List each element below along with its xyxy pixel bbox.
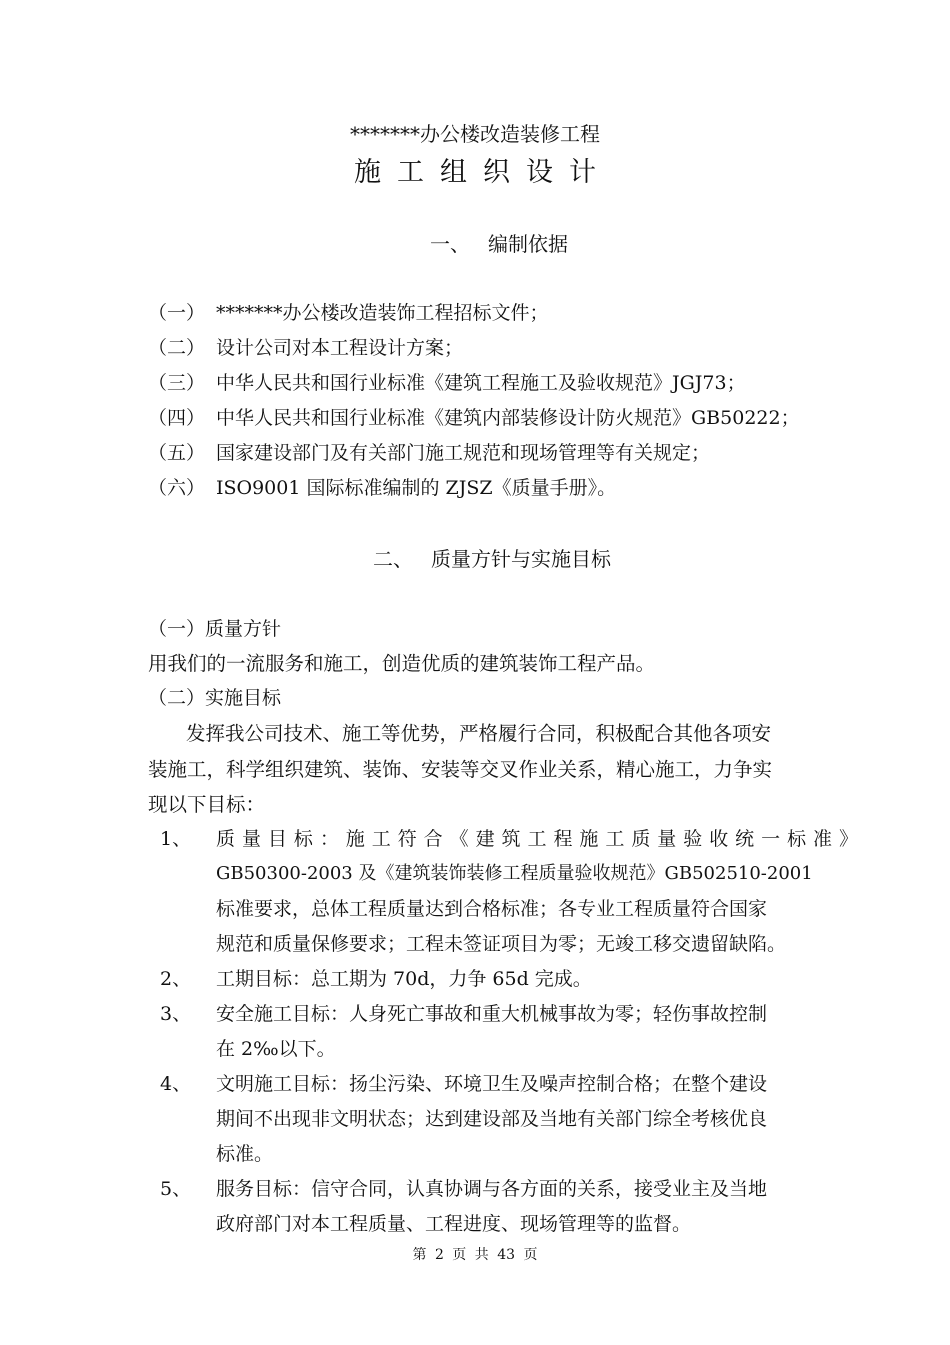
goal-line: 标准。 [216,1143,274,1165]
goal-line: 标准要求，总体工程质量达到合格标准；各专业工程质量符合国家 [216,898,768,920]
basis-item [148,333,463,360]
basis-item-text: 设计公司对本工程设计方案； [216,337,464,359]
intro-line: 现以下目标： [148,793,266,816]
basis-item-text: ISO9001 国际标准编制的 ZJSZ《质量手册》。 [216,477,617,499]
goal-line: 文明施工目标：扬尘污染、环境卫生及噪声控制合格；在整个建设 [216,1073,768,1095]
basis-item-prefix: （一） [148,302,206,324]
intro-line: 发挥我公司技术、施工等优势，严格履行合同，积极配合其他各项安 [186,722,772,745]
section-heading-quality [373,543,611,572]
section-number: 二、 [373,547,413,571]
goal-line: 期间不出现非文明状态；达到建设部及当地有关部门综全考核优良 [216,1108,768,1130]
basis-item [148,403,800,430]
goal-line: 服务目标：信守合同，认真协调与各方面的关系，接受业主及当地 [216,1178,768,1200]
basis-item-text: 中华人民共和国行业标准《建筑工程施工及验收规范》JGJ73； [216,372,746,394]
basis-item [148,368,746,395]
section-heading-basis [430,228,568,257]
goal-number: 1、 [160,828,192,850]
goal-line: 在 2‰以下。 [216,1038,336,1060]
goal-line: 质量目标：施工符合《建筑工程施工质量验收统一标准》 [216,828,858,850]
basis-item-text: *******办公楼改造装饰工程招标文件； [216,302,549,324]
page-number-footer: 第 2 页 共 43 页 [412,1247,538,1263]
basis-item-prefix: （三） [148,372,206,394]
goal-line: GB50300-2003 及《建筑装饰装修工程质量验收规范》GB502510-2001 [216,863,813,884]
goal-number: 4、 [160,1073,192,1095]
basis-item-prefix: （五） [148,442,206,464]
goal-line: 安全施工目标：人身死亡事故和重大机械事故为零；轻伤事故控制 [216,1003,768,1025]
policy-heading: （一）质量方针 [148,618,282,640]
basis-item [148,473,616,500]
goal-line: 工期目标：总工期为 70d，力争 65d 完成。 [216,968,592,990]
basis-item [148,298,549,325]
section-title: 质量方针与实施目标 [431,547,611,571]
document-subtitle: 施工组织设计 [354,157,612,188]
document-title: *******办公楼改造装修工程 [350,122,600,146]
goal-line: 规范和质量保修要求；工程未签证项目为零；无竣工移交遗留缺陷。 [216,933,787,955]
section-number: 一、 [430,232,470,256]
basis-item-text: 中华人民共和国行业标准《建筑内部装修设计防火规范》GB50222； [216,407,800,429]
goal-line: 政府部门对本工程质量、工程进度、现场管理等的监督。 [216,1213,692,1235]
basis-item [148,438,710,465]
basis-item-prefix: （二） [148,337,206,359]
basis-item-text: 国家建设部门及有关部门施工规范和现场管理等有关规定； [216,442,711,464]
goal-number: 3、 [160,1003,192,1025]
basis-item-prefix: （六） [148,477,206,499]
goal-number: 2、 [160,968,192,990]
intro-line: 装施工，科学组织建筑、装饰、安装等交叉作业关系，精心施工，力争实 [148,758,773,781]
goal-number: 5、 [160,1178,192,1200]
goals-heading: （二）实施目标 [148,687,282,709]
basis-item-prefix: （四） [148,407,206,429]
section-title: 编制依据 [488,232,568,256]
policy-text: 用我们的一流服务和施工，创造优质的建筑装饰工程产品。 [148,652,656,675]
